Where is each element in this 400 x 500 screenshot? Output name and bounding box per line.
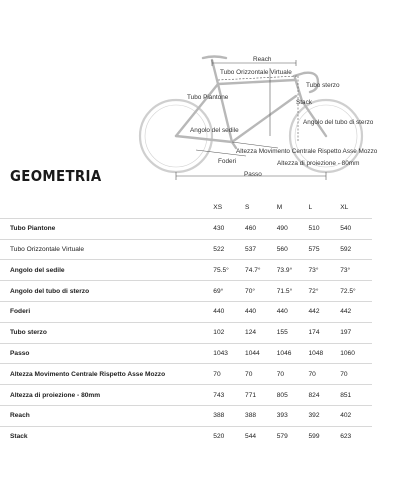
row-value: 623 bbox=[340, 426, 372, 446]
label-angolo-sedile: Angolo del sedile bbox=[190, 127, 239, 134]
row-value: 1048 bbox=[309, 343, 341, 364]
row-value: 544 bbox=[245, 426, 277, 446]
row-value: 70 bbox=[245, 364, 277, 385]
row-value: 540 bbox=[340, 218, 372, 239]
row-value: 440 bbox=[245, 301, 277, 322]
row-value: 72° bbox=[309, 281, 341, 302]
row-value: 430 bbox=[213, 218, 245, 239]
label-passo: Passo bbox=[244, 171, 262, 178]
row-value: 70° bbox=[245, 281, 277, 302]
section-title: GEOMETRIA bbox=[10, 167, 102, 185]
row-value: 75.5° bbox=[213, 260, 245, 281]
row-value: 851 bbox=[340, 385, 372, 406]
label-reach: Reach bbox=[253, 56, 272, 63]
table-row bbox=[0, 364, 372, 385]
table-row bbox=[0, 260, 372, 281]
row-value: 579 bbox=[277, 426, 309, 446]
row-value: 592 bbox=[340, 239, 372, 260]
row-value: 440 bbox=[213, 301, 245, 322]
table-row bbox=[0, 239, 372, 260]
row-label: Angolo del tubo di sterzo bbox=[0, 281, 213, 302]
row-value: 69° bbox=[213, 281, 245, 302]
table-row bbox=[0, 322, 372, 343]
row-label: Stack bbox=[0, 426, 213, 446]
row-value: 537 bbox=[245, 239, 277, 260]
row-value: 442 bbox=[340, 301, 372, 322]
row-label: Altezza Movimento Centrale Rispetto Asse Mozzo bbox=[0, 364, 213, 385]
row-value: 599 bbox=[309, 426, 341, 446]
row-value: 824 bbox=[309, 385, 341, 406]
row-value: 392 bbox=[309, 405, 341, 426]
label-tubo-piantone: Tubo Piantone bbox=[187, 94, 229, 101]
label-angolo-tubo-sterzo: Angolo del tubo di sterzo bbox=[303, 119, 374, 126]
label-tubo-sterzo: Tubo sterzo bbox=[306, 82, 340, 89]
row-label: Tubo Piantone bbox=[0, 218, 213, 239]
row-value: 393 bbox=[277, 405, 309, 426]
row-value: 490 bbox=[277, 218, 309, 239]
table-row bbox=[0, 343, 372, 364]
row-value: 102 bbox=[213, 322, 245, 343]
row-value: 805 bbox=[277, 385, 309, 406]
row-value: 442 bbox=[309, 301, 341, 322]
row-value: 72.5° bbox=[340, 281, 372, 302]
header-size: XL bbox=[340, 204, 349, 212]
row-value: 155 bbox=[277, 322, 309, 343]
geometry-table bbox=[0, 198, 372, 447]
row-value: 560 bbox=[277, 239, 309, 260]
row-value: 771 bbox=[245, 385, 277, 406]
row-value: 520 bbox=[213, 426, 245, 446]
label-stack: Stack bbox=[296, 99, 312, 106]
row-value: 197 bbox=[340, 322, 372, 343]
row-label: Altezza di proiezione - 80mm bbox=[0, 385, 213, 406]
table-body bbox=[0, 218, 372, 446]
header-size: XS bbox=[213, 204, 223, 212]
row-value: 1044 bbox=[245, 343, 277, 364]
row-label: Reach bbox=[0, 405, 213, 426]
label-altezza-movimento: Altezza Movimento Centrale Rispetto Asse Mozzo bbox=[236, 148, 378, 155]
row-value: 510 bbox=[309, 218, 341, 239]
table-row bbox=[0, 405, 372, 426]
row-value: 70 bbox=[213, 364, 245, 385]
row-value: 174 bbox=[309, 322, 341, 343]
row-label: Passo bbox=[0, 343, 213, 364]
row-value: 743 bbox=[213, 385, 245, 406]
row-value: 124 bbox=[245, 322, 277, 343]
row-value: 70 bbox=[309, 364, 341, 385]
row-value: 440 bbox=[277, 301, 309, 322]
header-size: M bbox=[276, 204, 283, 212]
row-value: 388 bbox=[245, 405, 277, 426]
table-row bbox=[0, 281, 372, 302]
row-value: 522 bbox=[213, 239, 245, 260]
header-size: L bbox=[308, 204, 313, 212]
table-row bbox=[0, 301, 372, 322]
row-label: Tubo Orizzontale Virtuale bbox=[0, 239, 213, 260]
row-label: Foderi bbox=[0, 301, 213, 322]
row-value: 388 bbox=[213, 405, 245, 426]
row-value: 71.5° bbox=[277, 281, 309, 302]
header-blank bbox=[0, 198, 213, 218]
row-value: 460 bbox=[245, 218, 277, 239]
header-size: S bbox=[245, 204, 250, 212]
label-tubo-orizzontale: Tubo Orizzontale Virtuale bbox=[220, 69, 292, 76]
row-label: Tubo sterzo bbox=[0, 322, 213, 343]
table-header-row bbox=[0, 198, 372, 218]
row-value: 74.7° bbox=[245, 260, 277, 281]
row-value: 73° bbox=[309, 260, 341, 281]
row-value: 1060 bbox=[340, 343, 372, 364]
row-value: 1043 bbox=[213, 343, 245, 364]
label-altezza-proiezione: Altezza di proiezione - 80mm bbox=[277, 160, 360, 167]
row-value: 73° bbox=[340, 260, 372, 281]
row-value: 70 bbox=[340, 364, 372, 385]
table-row bbox=[0, 385, 372, 406]
label-foderi: Foderi bbox=[218, 158, 237, 165]
row-value: 73.9° bbox=[277, 260, 309, 281]
row-value: 70 bbox=[277, 364, 309, 385]
table-row bbox=[0, 426, 372, 446]
row-label: Angolo del sedile bbox=[0, 260, 213, 281]
row-value: 1046 bbox=[277, 343, 309, 364]
table-row bbox=[0, 218, 372, 239]
row-value: 402 bbox=[340, 405, 372, 426]
row-value: 575 bbox=[309, 239, 341, 260]
